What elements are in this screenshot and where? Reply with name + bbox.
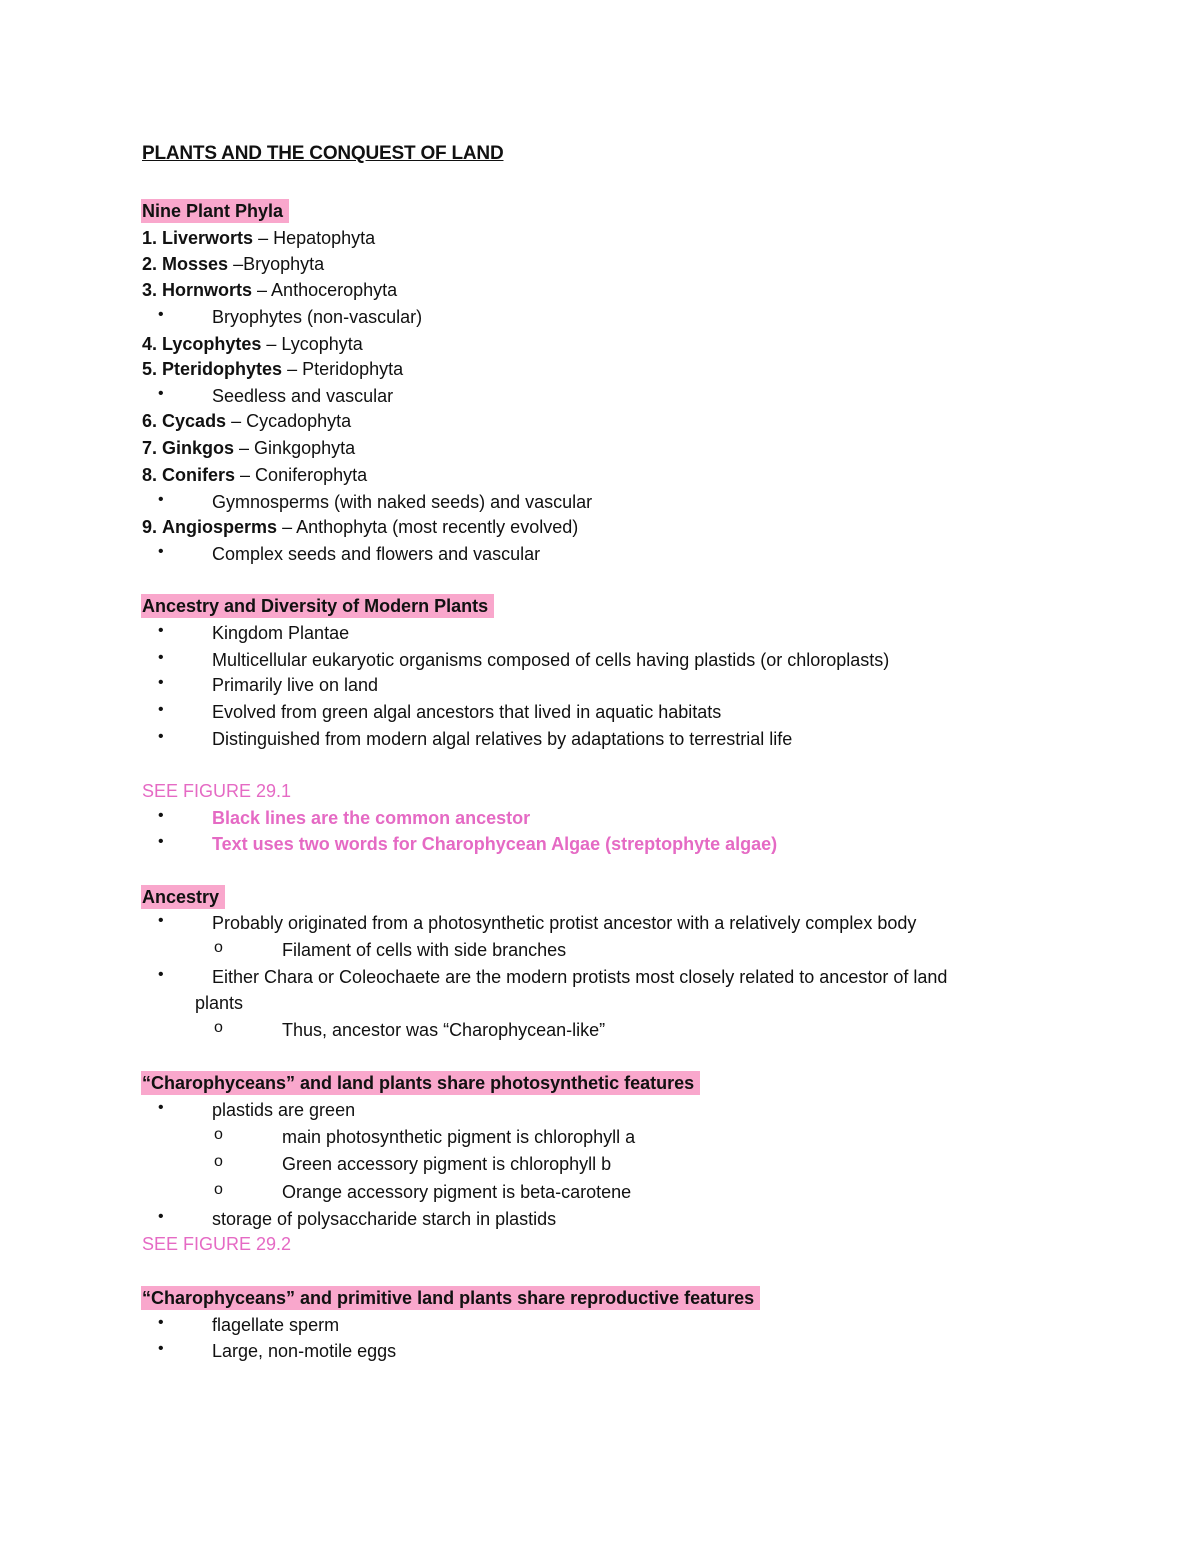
section-heading-ancestry: Ancestry (141, 885, 225, 909)
list-item: Multicellular eukaryotic organisms composed of cells having plastids (or chloroplasts) (212, 650, 890, 670)
bullet-icon: • (158, 649, 164, 666)
section-heading-ancestry-diversity: Ancestry and Diversity of Modern Plants (141, 594, 494, 618)
bullet-icon: • (158, 1099, 164, 1116)
list-item: Black lines are the common ancestor (212, 808, 531, 828)
bullet-icon: • (158, 1208, 164, 1225)
sub-list-item: Filament of cells with side branches (282, 940, 567, 960)
phylum-item: 8. Conifers – Coniferophyta (142, 465, 368, 485)
bullet-icon: • (158, 807, 164, 824)
circle-bullet-icon: o (214, 939, 223, 956)
list-item: Primarily live on land (212, 675, 379, 695)
list-item: plastids are green (212, 1100, 356, 1120)
circle-bullet-icon: o (214, 1126, 223, 1143)
phylum-note: Bryophytes (non-vascular) (212, 307, 423, 327)
phylum-item: 2. Mosses –Bryophyta (142, 254, 325, 274)
figure-reference: SEE FIGURE 29.1 (142, 781, 292, 801)
sub-list-item: main photosynthetic pigment is chlorophyll a (282, 1127, 636, 1147)
bullet-icon: • (158, 1314, 164, 1331)
list-item: storage of polysaccharide starch in plastids (212, 1209, 557, 1229)
phylum-item: 1. Liverworts – Hepatophyta (142, 228, 376, 248)
list-item: Evolved from green algal ancestors that lived in aquatic habitats (212, 702, 722, 722)
list-item: Text uses two words for Charophycean Algae (streptophyte algae) (212, 834, 778, 854)
sub-list-item: Orange accessory pigment is beta-carotene (282, 1182, 632, 1202)
bullet-icon: • (158, 1340, 164, 1357)
list-item: Probably originated from a photosynthetic protist ancestor with a relatively complex body (212, 913, 917, 933)
list-item: Either Chara or Coleochaete are the modern protists most closely related to ancestor of land (212, 967, 948, 987)
bullet-icon: • (158, 728, 164, 745)
section-heading-photosynthetic: “Charophyceans” and land plants share photosynthetic features (141, 1071, 700, 1095)
bullet-icon: • (158, 622, 164, 639)
section-heading-reproductive: “Charophyceans” and primitive land plants share reproductive features (141, 1286, 760, 1310)
phylum-item: 9. Angiosperms – Anthophyta (most recently evolved) (142, 517, 579, 537)
phylum-item: 4. Lycophytes – Lycophyta (142, 334, 363, 354)
phylum-note: Seedless and vascular (212, 386, 394, 406)
list-item: Kingdom Plantae (212, 623, 350, 643)
phylum-item: 6. Cycads – Cycadophyta (142, 411, 352, 431)
bullet-icon: • (158, 912, 164, 929)
bullet-icon: • (158, 966, 164, 983)
bullet-icon: • (158, 491, 164, 508)
circle-bullet-icon: o (214, 1153, 223, 1170)
bullet-icon: • (158, 674, 164, 691)
phylum-item: 7. Ginkgos – Ginkgophyta (142, 438, 356, 458)
bullet-icon: • (158, 833, 164, 850)
phylum-note: Complex seeds and flowers and vascular (212, 544, 541, 564)
bullet-icon: • (158, 385, 164, 402)
list-item: flagellate sperm (212, 1315, 340, 1335)
list-item-continuation: plants (195, 993, 244, 1013)
bullet-icon: • (158, 306, 164, 323)
phylum-note: Gymnosperms (with naked seeds) and vascular (212, 492, 593, 512)
phylum-item: 5. Pteridophytes – Pteridophyta (142, 359, 404, 379)
list-item: Distinguished from modern algal relatives by adaptations to terrestrial life (212, 729, 793, 749)
sub-list-item: Thus, ancestor was “Charophycean-like” (282, 1020, 606, 1040)
list-item: Large, non-motile eggs (212, 1341, 397, 1361)
phylum-item: 3. Hornworts – Anthocerophyta (142, 280, 398, 300)
circle-bullet-icon: o (214, 1181, 223, 1198)
page-title: PLANTS AND THE CONQUEST OF LAND (142, 143, 504, 164)
bullet-icon: • (158, 543, 164, 560)
sub-list-item: Green accessory pigment is chlorophyll b (282, 1154, 612, 1174)
bullet-icon: • (158, 701, 164, 718)
circle-bullet-icon: o (214, 1019, 223, 1036)
section-heading-phyla: Nine Plant Phyla (141, 199, 289, 223)
figure-reference: SEE FIGURE 29.2 (142, 1234, 292, 1254)
